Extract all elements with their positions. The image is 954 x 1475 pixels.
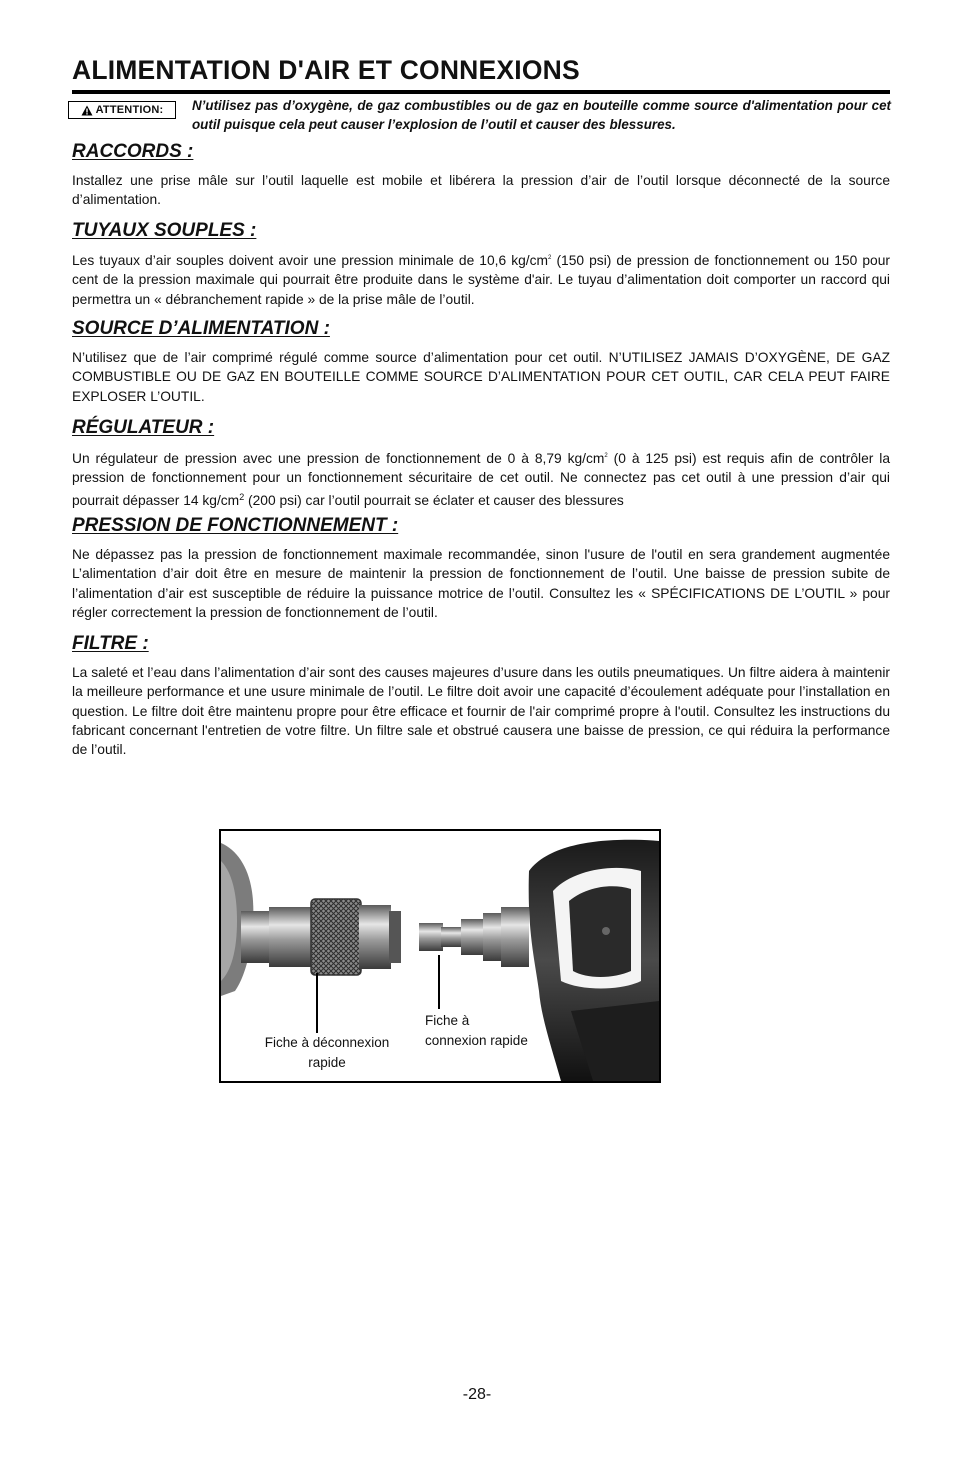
tuyaux-text-b: (150 psi) de pression de fonctionnement ou 150 pour cent de la pression maximale qui pourrait être produite dans le système d'air. Le tuyau d’alimentation doit comporter un raccord qui permettra un « débranchement rapide » de la prise mâle de l’outil. (72, 253, 890, 307)
heading-tuyaux-souples: TUYAUX SOUPLES : (72, 220, 257, 241)
body-raccords: Installez une prise mâle sur l’outil laquelle est mobile et libérera la pression d’air de l’outil lorsque déconnecté de la source d’alimentation. (72, 173, 890, 208)
heading-raccords: RACCORDS : (72, 141, 194, 162)
caption-right-line1: Fiche à (425, 1013, 470, 1028)
caption-right-line2: connexion rapide (425, 1033, 528, 1048)
heading-pression-fonctionnement: PRESSION DE FONCTIONNEMENT : (72, 515, 399, 536)
caption-left-line2: rapide (308, 1055, 346, 1070)
regulateur-sup-2: 2 (239, 491, 245, 502)
body-tuyaux-souples (72, 249, 890, 309)
heading-filtre: FILTRE : (72, 633, 149, 654)
heading-source-alimentation: SOURCE D’ALIMENTATION : (72, 318, 330, 339)
tuyaux-sup: 2 (548, 255, 552, 261)
coupler-figure (219, 829, 661, 1083)
body-regulateur (72, 447, 890, 510)
tuyaux-text-a: Les tuyaux d’air souples doivent avoir une pression minimale de 10,6 kg/cm (72, 253, 549, 268)
hex-nut (241, 911, 271, 963)
body-filtre: La saleté et l’eau dans l’alimentation d’air sont des causes majeures d’usure dans les outils pneumatiques. Un filtre aidera à maintenir la meilleure performance et une usure minimale de l’outil. Le filtre doit avoir une capacité d’écoulement adéquate pour l’installation en question. Le filtre doit être maintenu propre pour être efficace et fournir de l'air comprimé propre à l'outil. Consultez les instructions du fabricant concernant l'entretien de votre filtre. Un filtre sale et obstrué causera une baisse de pression, ce qui réduira la performance de l’outil. (72, 665, 890, 758)
warning-triangle-icon (81, 105, 93, 116)
heading-regulateur: RÉGULATEUR : (72, 417, 215, 438)
caption-quick-disconnect (247, 1033, 407, 1073)
attention-badge-label: ATTENTION: (95, 104, 164, 116)
attention-text: N’utilisez pas d’oxygène, de gaz combustibles ou de gaz en bouteille comme source d'alimentation pour cet outil puisque cela peut causer l’explosion de l’outil et causer des blessures. (192, 98, 891, 132)
quick-plug (419, 923, 443, 951)
page-number: -28- (462, 1386, 492, 1403)
caption-left-line1: Fiche à déconnexion (264, 1035, 390, 1050)
regulateur-text-c: (200 psi) car l’outil pourrait se éclater et causer des blessures (244, 492, 624, 508)
body-pression-fonctionnement: Ne dépassez pas la pression de fonctionnement maximale recommandée, sinon l'usure de l'outil en sera grandement augmentée L’alimentation d’air doit être en mesure de maintenir la pression de fonctionnement de l’outil. Une baisse de pression subite de l’alimentation d’air est susceptible de réduire la puissance motrice de l’outil. Consultez les « SPÉCIFICATIONS DE L’OUTIL » pour régler correctement la pression de fonctionnement de l’outil. (72, 547, 890, 620)
regulateur-text-b: (0 à 125 psi) est requis afin de contrôler la pression de fonctionnement pour un fonctionnement sécuritaire de cet outil. Ne connectez pas cet outil à une pression d’air qui pourrait dépasser 14 kg/cm (72, 451, 891, 508)
regulateur-text-a: Un régulateur de pression avec une pression de fonctionnement de 0 à 8,79 kg/cm (72, 451, 605, 466)
caption-quick-connect (425, 1011, 575, 1051)
regulateur-sup-1: 2 (604, 453, 608, 459)
attention-badge (68, 101, 176, 119)
page-title: ALIMENTATION D'AIR ET CONNEXIONS (72, 52, 890, 94)
body-source-alimentation: N’utilisez que de l’air comprimé régulé comme source d’alimentation pour cet outil. N’UTILISEZ JAMAIS D’OXYGÈNE, DE GAZ COMBUSTIBLE OU DE GAZ EN BOUTEILLE COMME SOURCE D’ALIMENTATION POUR CET OUTIL, CAR CELA PEUT FAIRE EXPLOSER L’OUTIL. (72, 350, 890, 404)
knurled-sleeve (311, 899, 361, 975)
